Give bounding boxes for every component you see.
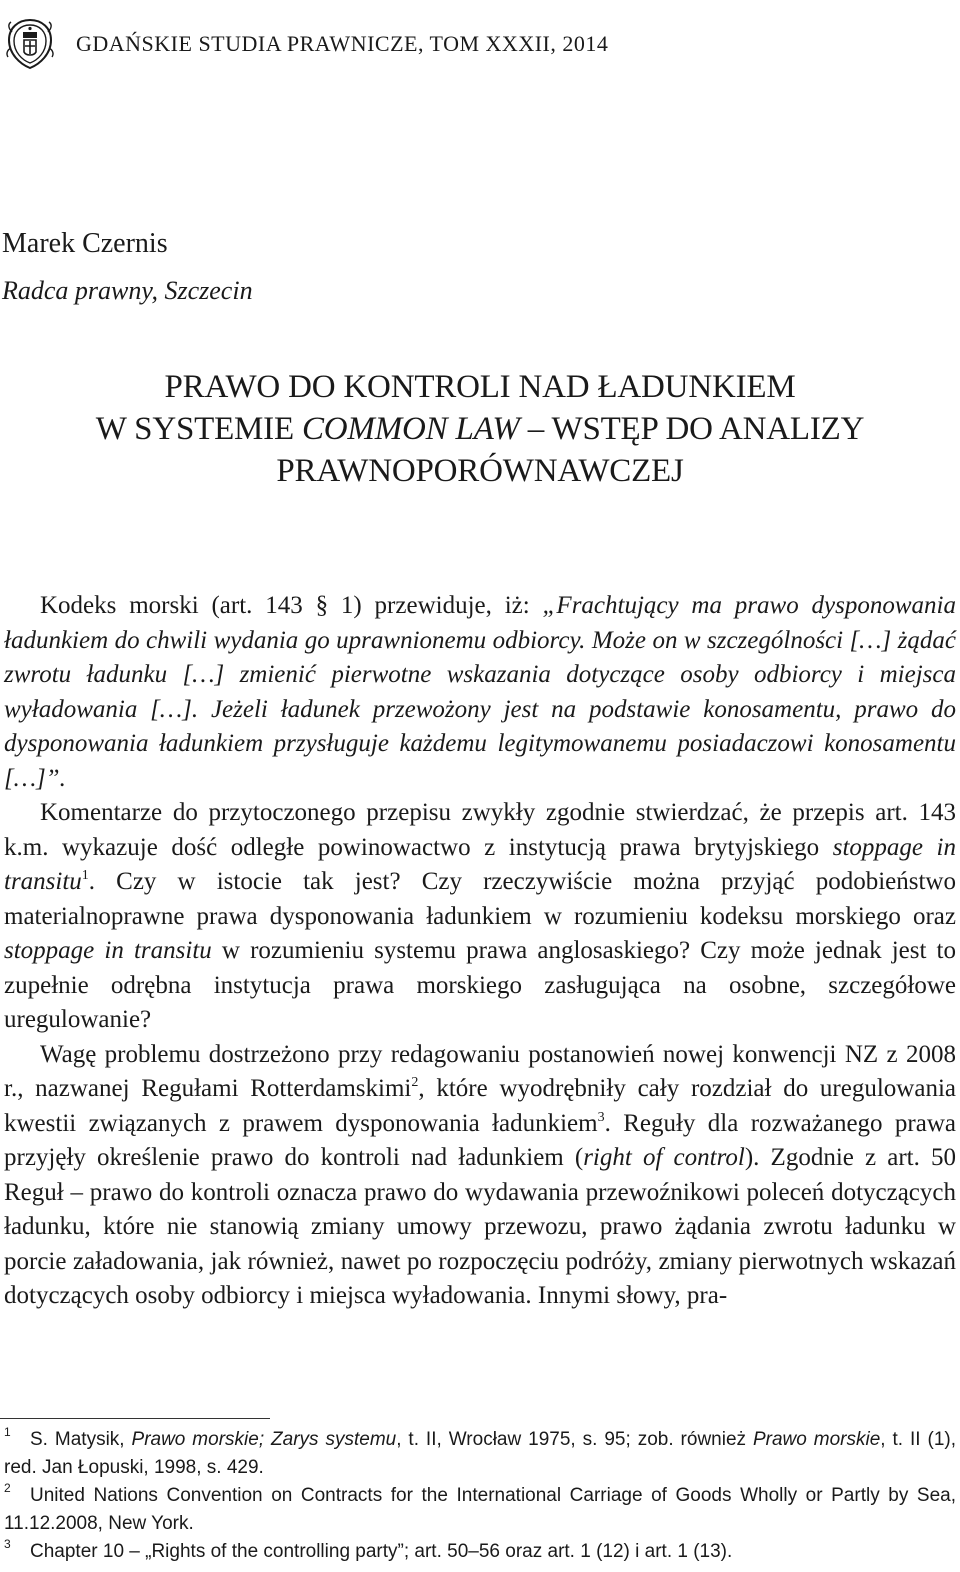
footnote-1-text-b: , t. II, Wrocław 1975, s. 95; zob. również bbox=[396, 1429, 753, 1450]
footnote-2-text: United Nations Convention on Contracts for the International Carriage of Goods Wholly or Partly by Sea, 11.12.2008, New York. bbox=[4, 1485, 956, 1534]
footnote-1-text-a: S. Matysik, bbox=[30, 1429, 132, 1450]
footnote-1: 1 S. Matysik, Prawo morskie; Zarys systemu, t. II, Wrocław 1975, s. 95; zob. również Prawo morskie, t. II (1), red. Jan Łopuski, 1998, s. 429. bbox=[4, 1425, 956, 1478]
paragraph-3-text-a: Wagę problemu dostrzeżono przy redagowaniu postanowień nowej konwencji NZ z 2008 r., nazwanej Regułami Rotterdamskimi bbox=[4, 1040, 956, 1102]
paragraph-2-term-2: stoppage in transitu bbox=[4, 937, 212, 964]
paragraph-3-text-d: ). Zgodnie z art. 50 Reguł – prawo do kontroli oznacza prawo do wydawania przewoźnikowi poleceń dotyczących ładunku, które nie stanowią zmiany umowy przewozu, prawo żądania zwrotu ładunku w porcie załadowania, jak również, nawet po rozpoczęciu podróży, zmiany pierwotnych wskazań dotyczących osoby odbiorcy i miejsca wyładowania. Innymi słowy, pra- bbox=[4, 1144, 956, 1309]
article-title bbox=[0, 366, 960, 492]
title-line-2-italic: COMMON LAW bbox=[301, 411, 520, 447]
footnote-1-title-2: Prawo morskie bbox=[752, 1429, 881, 1450]
paragraph-3-term: right of control bbox=[583, 1144, 745, 1171]
author-affiliation: Radca prawny, Szczecin bbox=[2, 276, 253, 305]
footnote-1-text-c: , t. II (1), red. Jan Łopuski, 1998, s. 429. bbox=[4, 1429, 956, 1478]
paragraph-3-text-c: . Reguły dla rozważanego prawa przyjęły określenie prawo do kontroli nad ładunkiem ( bbox=[4, 1109, 956, 1171]
kodeks-quote: „Frachtujący ma prawo dysponowania ładunkiem do chwili wydania go uprawnionemu odbiorcy. Może on w szczególności […] żądać zwrotu ładunku […] zmienić pierwotne wskazania dotyczące osoby odbiorcy i miejsca wyładowania […]. Jeżeli ładunek przewożony jest na podstawie konosamentu, prawo do dysponowania ładunkiem przysługuje każdemu legitymowanemu posiadaczowi konosamentu […]”. bbox=[4, 592, 956, 792]
paragraph-2-text-c: w rozumieniu systemu prawa anglosaskiego? Czy może jednak jest to zupełnie odrębna instytucja prawa morskiego zasługująca na osobne, szczegółowe uregulowanie? bbox=[4, 937, 956, 1033]
paragraph-1-intro: Kodeks morski (art. 143 § 1) przewiduje, iż: bbox=[40, 592, 543, 619]
footnote-2: 2 United Nations Convention on Contracts for the International Carriage of Goods Wholly or Partly by Sea, 11.12.2008, New York. bbox=[4, 1481, 956, 1534]
footnote-3-text: Chapter 10 – „Rights of the controlling party”; art. 50–56 oraz art. 1 (12) i art. 1 (13). bbox=[30, 1541, 733, 1562]
journal-header bbox=[4, 18, 608, 70]
title-line-2 bbox=[0, 408, 960, 450]
footnote-ref-2[interactable]: 2 bbox=[411, 1075, 419, 1090]
title-line-1: PRAWO DO KONTROLI NAD ŁADUNKIEM bbox=[164, 369, 796, 405]
footnote-ref-3[interactable]: 3 bbox=[597, 1109, 605, 1125]
paragraph-2 bbox=[4, 796, 956, 1038]
author-name: Marek Czernis bbox=[2, 228, 168, 259]
title-line-2-prefix: W SYSTEMIE bbox=[95, 411, 302, 447]
paragraph-2-text-b: . Czy w istocie tak jest? Czy rzeczywiście można przyjąć podobieństwo materialnoprawne prawa dysponowania ładunkiem w rozumieniu kodeksu morskiego oraz bbox=[4, 868, 956, 930]
paragraph-2-text-a: Komentarze do przytoczonego przepisu zwykły zgodnie stwierdzać, że przepis art. 143 k.m. wykazuje dość odległe powinowactwo z instytucją prawa brytyjskiego bbox=[4, 799, 956, 861]
footnote-1-title-1: Prawo morskie; Zarys systemu bbox=[131, 1429, 397, 1450]
article-body bbox=[4, 589, 956, 1314]
paragraph-3 bbox=[4, 1038, 956, 1314]
title-line-3: PRAWNOPORÓWNAWCZEJ bbox=[276, 453, 684, 489]
paragraph-3-text-b: , które wyodrębniły cały rozdział do uregulowania kwestii związanych z prawem dysponowania ładunkiem bbox=[4, 1075, 956, 1137]
title-line-2-suffix: – WSTĘP DO ANALIZY bbox=[519, 411, 865, 447]
paragraph-2-term-1: stoppage in transitu bbox=[4, 833, 956, 895]
footnotes bbox=[4, 1426, 956, 1566]
footnote-3: 3 Chapter 10 – „Rights of the controlling party”; art. 50–56 oraz art. 1 (12) i art. 1 (13). bbox=[4, 1537, 733, 1562]
journal-title: GDAŃSKIE STUDIA PRAWNICZE, TOM XXXII, 2014 bbox=[76, 31, 609, 56]
paragraph-1 bbox=[4, 589, 956, 796]
footnote-divider bbox=[0, 1418, 270, 1419]
university-crest-icon bbox=[4, 18, 56, 70]
footnote-ref-1[interactable]: 1 bbox=[81, 868, 89, 883]
